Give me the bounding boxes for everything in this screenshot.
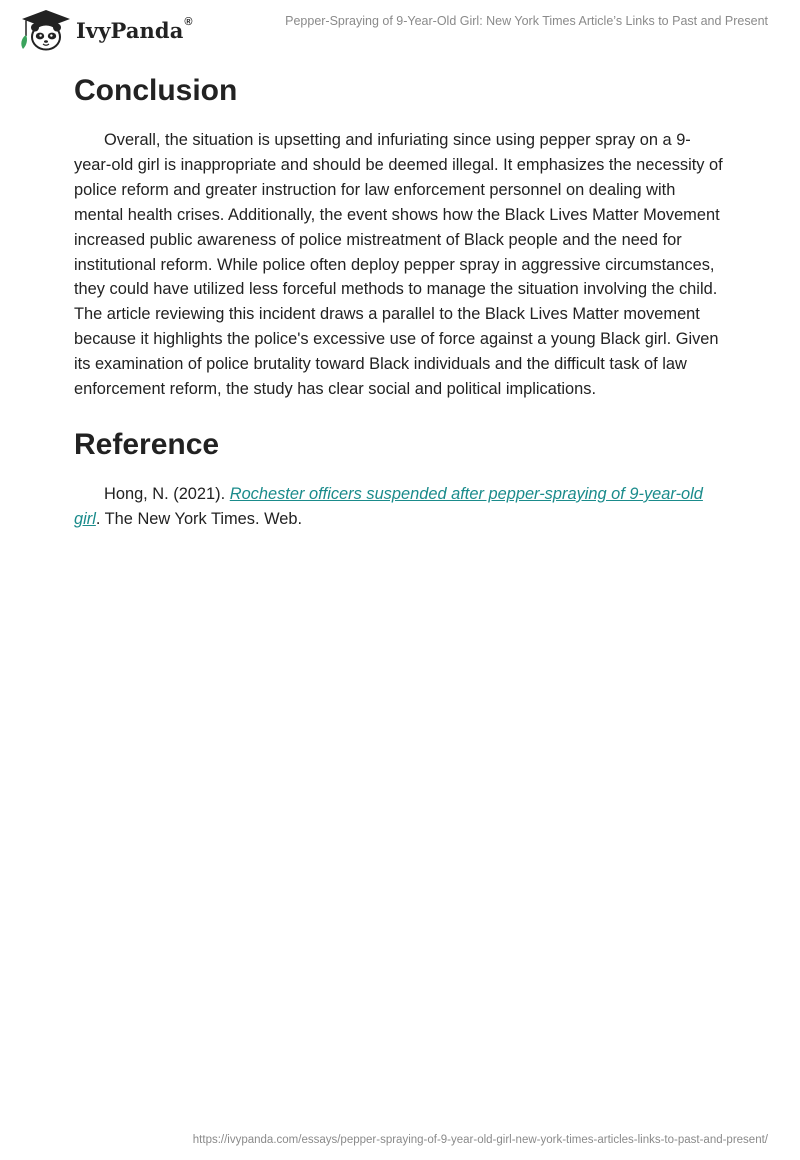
reference-heading: Reference <box>74 427 220 461</box>
citation-author-year: Hong, N. (2021). <box>104 484 230 503</box>
conclusion-heading: Conclusion <box>74 74 238 107</box>
page-header <box>0 0 800 60</box>
panda-graduate-icon <box>14 8 74 52</box>
running-title: Pepper-Spraying of 9-Year-Old Girl: New York Times Article’s Links to Past and Present <box>285 14 768 28</box>
logo-wordmark <box>76 15 193 43</box>
logo-name: IvyPanda <box>76 17 184 43</box>
conclusion-paragraph: Overall, the situation is upsetting and infuriating since using pepper spray on a 9-year-old girl is inappropriate and should be deemed illegal. It emphasizes the necessity of police reform and greater instruction for law enforcement personnel on dealing with mental health crises. Additionally, the event shows how the Black Lives Matter Movement increased public awareness of police mistreatment of Black people and the need for institutional reform. While police often deploy pepper spray in aggressive circumstances, they could have utilized less forceful methods to manage the situation involving the child. The article reviewing this incident draws a parallel to the Black Lives Matter movement because it highlights the police's excessive use of force against a young Black girl. Given its examination of police brutality toward Black individuals and the difficult task of law enforcement reform, the study has clear social and political implications. <box>74 131 723 399</box>
ivypanda-logo[interactable] <box>14 8 193 52</box>
reference-citation <box>74 482 726 532</box>
essay-body <box>74 70 726 532</box>
citation-article-link[interactable]: Rochester officers suspended after pepper-spraying of 9-year-old girl <box>74 484 703 528</box>
registered-mark: ® <box>184 15 193 28</box>
page-url: https://ivypanda.com/essays/pepper-spraying-of-9-year-old-girl-new-york-times-articles-links-to-past-and-present/ <box>192 1134 768 1146</box>
citation-source: . The New York Times. Web. <box>95 509 303 528</box>
